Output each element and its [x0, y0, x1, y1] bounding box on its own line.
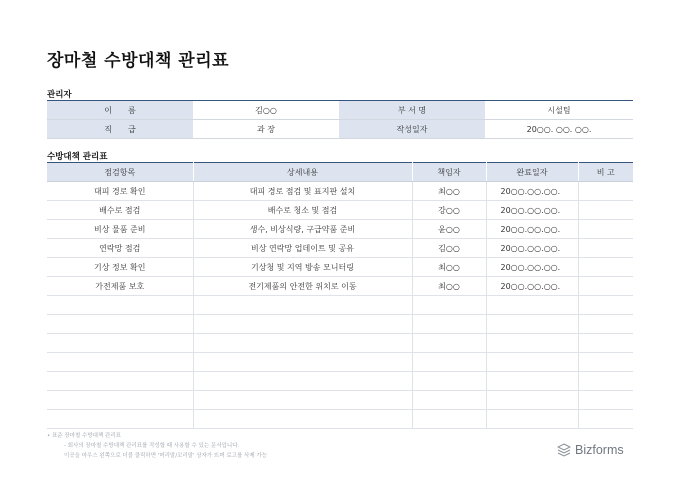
cell-item[interactable] — [47, 315, 193, 334]
cell-date[interactable]: 20○○.○○.○○. — [486, 277, 578, 296]
bizforms-brand — [557, 443, 624, 457]
column-header-note: 비 고 — [578, 163, 633, 182]
name-header: 이 름 — [47, 101, 193, 120]
cell-detail[interactable] — [193, 391, 412, 410]
cell-item[interactable] — [47, 372, 193, 391]
plan-section-label: 수방대책 관리표 — [47, 152, 108, 162]
cell-item[interactable] — [47, 391, 193, 410]
cell-owner[interactable] — [412, 334, 486, 353]
manager-row — [47, 101, 633, 120]
cell-detail[interactable] — [193, 296, 412, 315]
cell-item[interactable]: 배수로 점검 — [47, 201, 193, 220]
footer-note-title: • 표준 장마철 수방대책 관리표 — [47, 433, 121, 439]
cell-owner[interactable]: 윤○○ — [412, 220, 486, 239]
table-row — [47, 296, 633, 315]
cell-date[interactable] — [486, 334, 578, 353]
name-value[interactable]: 김○○ — [193, 101, 339, 120]
table-row — [47, 258, 633, 277]
cell-item[interactable]: 비상 물품 준비 — [47, 220, 193, 239]
cell-date[interactable] — [486, 296, 578, 315]
table-row — [47, 391, 633, 410]
cell-date[interactable] — [486, 315, 578, 334]
cell-owner[interactable] — [412, 410, 486, 429]
cell-date[interactable] — [486, 372, 578, 391]
cell-date[interactable]: 20○○.○○.○○. — [486, 201, 578, 220]
manager-section-label: 관리자 — [47, 90, 72, 100]
cell-detail[interactable]: 배수로 청소 및 점검 — [193, 201, 412, 220]
cell-note[interactable] — [578, 258, 633, 277]
cell-date[interactable] — [486, 353, 578, 372]
cell-date[interactable]: 20○○.○○.○○. — [486, 182, 578, 201]
cell-note[interactable] — [578, 296, 633, 315]
cell-owner[interactable]: 강○○ — [412, 201, 486, 220]
table-row — [47, 239, 633, 258]
rank-value[interactable]: 과 장 — [193, 120, 339, 139]
column-header-date: 완료일자 — [486, 163, 578, 182]
manager-info-table — [47, 100, 633, 139]
cell-detail[interactable]: 생수, 비상식량, 구급약품 준비 — [193, 220, 412, 239]
cell-owner[interactable] — [412, 296, 486, 315]
cell-item[interactable] — [47, 353, 193, 372]
cell-detail[interactable] — [193, 410, 412, 429]
cell-owner[interactable]: 최○○ — [412, 258, 486, 277]
cell-detail[interactable] — [193, 334, 412, 353]
cell-detail[interactable]: 대피 경로 점검 및 표지판 설치 — [193, 182, 412, 201]
cell-owner[interactable] — [412, 391, 486, 410]
plan-table — [47, 162, 633, 429]
cell-note[interactable] — [578, 220, 633, 239]
cell-item[interactable] — [47, 410, 193, 429]
cell-note[interactable] — [578, 372, 633, 391]
cell-item[interactable]: 대피 경로 확인 — [47, 182, 193, 201]
cell-owner[interactable] — [412, 315, 486, 334]
table-row — [47, 182, 633, 201]
bizforms-logo-icon — [557, 443, 571, 457]
cell-item[interactable] — [47, 334, 193, 353]
cell-item[interactable]: 가전제품 보호 — [47, 277, 193, 296]
cell-owner[interactable]: 최○○ — [412, 182, 486, 201]
cell-item[interactable]: 기상 정보 확인 — [47, 258, 193, 277]
cell-note[interactable] — [578, 315, 633, 334]
cell-owner[interactable]: 최○○ — [412, 277, 486, 296]
cell-owner[interactable] — [412, 372, 486, 391]
cell-detail[interactable] — [193, 353, 412, 372]
cell-detail[interactable]: 기상청 및 지역 방송 모니터링 — [193, 258, 412, 277]
table-row — [47, 353, 633, 372]
footer-notes — [47, 431, 267, 461]
written-date-header: 작성일자 — [339, 120, 485, 139]
written-date-value[interactable]: 20○○. ○○. ○○. — [485, 120, 633, 139]
cell-detail[interactable] — [193, 372, 412, 391]
plan-header-row — [47, 163, 633, 182]
table-row — [47, 334, 633, 353]
brand-name: Bizforms — [575, 443, 624, 457]
rank-header: 직 급 — [47, 120, 193, 139]
table-row — [47, 277, 633, 296]
manager-row — [47, 120, 633, 139]
document-title: 장마철 수방대책 관리표 — [47, 51, 230, 71]
department-value[interactable]: 시설팀 — [485, 101, 633, 120]
department-header: 부 서 명 — [339, 101, 485, 120]
cell-date[interactable] — [486, 391, 578, 410]
cell-note[interactable] — [578, 410, 633, 429]
cell-note[interactable] — [578, 239, 633, 258]
cell-date[interactable]: 20○○.○○.○○. — [486, 239, 578, 258]
footer-note-description: - 회사의 장마철 수방대책 관리표를 작성할 때 사용할 수 있는 문서입니다. — [64, 443, 240, 449]
cell-note[interactable] — [578, 334, 633, 353]
cell-date[interactable]: 20○○.○○.○○. — [486, 258, 578, 277]
column-header-owner: 책임자 — [412, 163, 486, 182]
cell-note[interactable] — [578, 391, 633, 410]
cell-note[interactable] — [578, 353, 633, 372]
column-header-item: 점검항목 — [47, 163, 193, 182]
cell-detail[interactable]: 비상 연락망 업데이트 및 공유 — [193, 239, 412, 258]
cell-detail[interactable]: 전기제품의 안전한 위치로 이동 — [193, 277, 412, 296]
table-row — [47, 410, 633, 429]
table-row — [47, 372, 633, 391]
cell-owner[interactable] — [412, 353, 486, 372]
cell-date[interactable] — [486, 410, 578, 429]
cell-detail[interactable] — [193, 315, 412, 334]
table-row — [47, 201, 633, 220]
cell-note[interactable] — [578, 201, 633, 220]
table-row — [47, 315, 633, 334]
cell-owner[interactable]: 김○○ — [412, 239, 486, 258]
footer-note-hint: 이곳을 마우스 왼쪽으로 더블 클릭하면 '머리말/꼬리말' 상자가 뜨며 로고를 삭제 가능 — [64, 453, 268, 459]
column-header-detail: 상세내용 — [193, 163, 412, 182]
cell-note[interactable] — [578, 277, 633, 296]
cell-date[interactable]: 20○○.○○.○○. — [486, 220, 578, 239]
cell-note[interactable] — [578, 182, 633, 201]
cell-item[interactable] — [47, 296, 193, 315]
cell-item[interactable]: 연락망 점검 — [47, 239, 193, 258]
table-row — [47, 220, 633, 239]
